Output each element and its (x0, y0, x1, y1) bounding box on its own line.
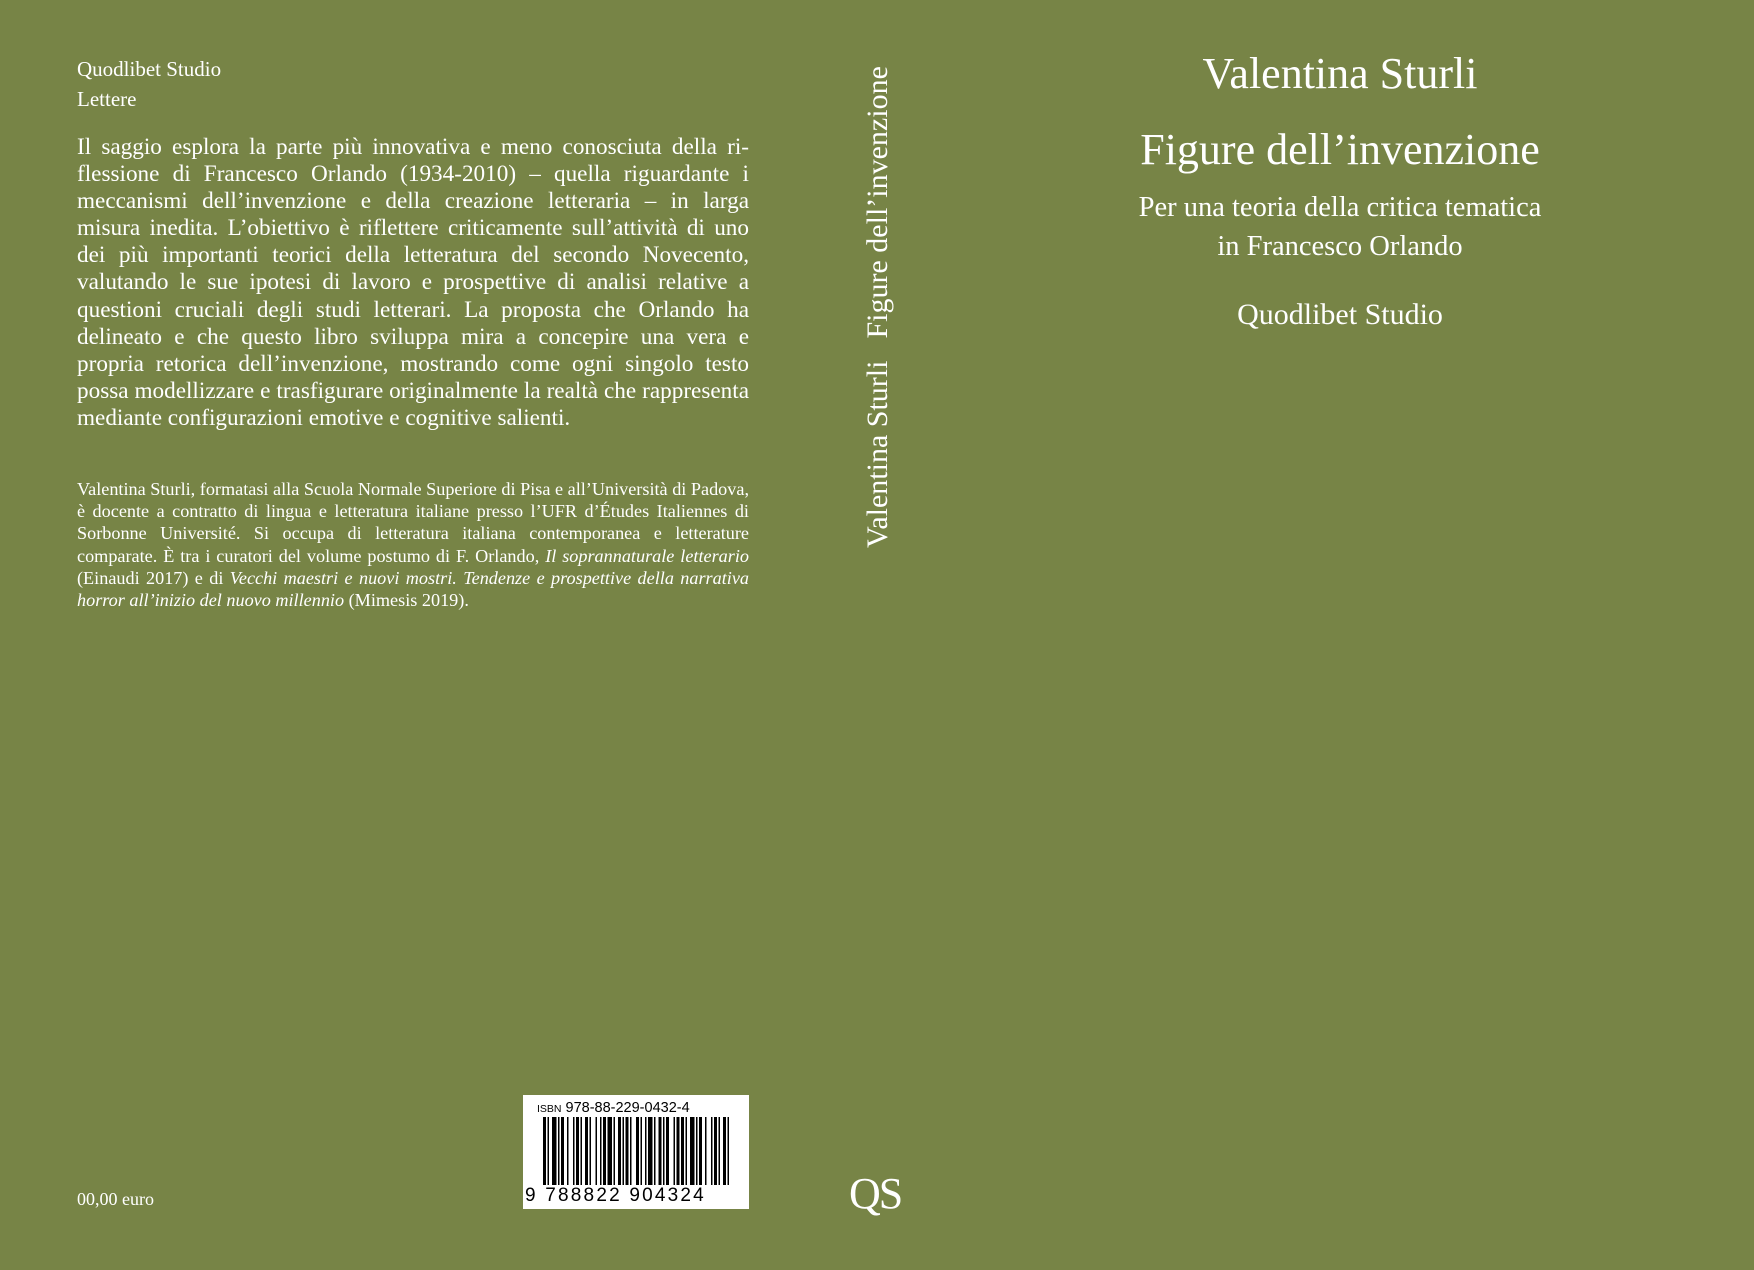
price: 00,00 euro (77, 1189, 154, 1209)
front-publisher: Quodlibet Studio (1237, 298, 1443, 331)
isbn-barcode (523, 1095, 749, 1209)
bio-text-1: Valentina Sturli, formatasi alla Scuola Normale Superiore di Pisa e all’Università di Padova, è docente a contratto di lingua e letteratura italiane presso l’UFR d’Études Italiennes di Sorbonne Université. Si occupa di letteratura italiana contemporanea e letterature comparate. È tra i curatori del volume postumo di F. Orlando, (77, 479, 749, 566)
bio-book-title-2: Vecchi maestri e nuovi mostri. Tendenze e prospettive della narrativa horror all’inizio del nuovo millennio (77, 567, 749, 611)
subtitle-line-1: Per una teoria della critica tematica (1138, 192, 1542, 223)
author-bio (77, 478, 749, 611)
series-info (77, 54, 221, 114)
spine-author: Valentina Sturli (861, 360, 894, 548)
series-name: Quodlibet Studio (77, 57, 222, 81)
bio-book-title-1: Il soprannaturale letterario (545, 545, 749, 566)
front-subtitle (1000, 188, 1680, 266)
bio-text-2: (Einaudi 2017) e di (77, 567, 230, 588)
bio-text-3: (Mimesis 2019). (344, 590, 469, 611)
ean-digits: 9 788822 904324 (525, 1185, 706, 1206)
front-title: Figure dell’invenzione (1140, 125, 1540, 174)
spine-title: Figure dell’invenzione (861, 66, 894, 339)
isbn-number: 978-88-229-0432-4 (565, 1100, 690, 1116)
publisher-logo: QS (849, 1169, 902, 1218)
spine-text (860, 58, 896, 548)
subtitle-line-2: in Francesco Orlando (1217, 231, 1463, 262)
back-blurb: Il saggio esplora la parte più innovativa e meno conosciuta della ri-flessione di Francesco Orlando (1934-2010) – quella riguardante i meccanismi dell’invenzione e della creazione letteraria – in larga misura inedita. L’obiettivo è riflettere criticamente sull’attività di uno dei più importanti teorici della letteratura del secondo Novecento, valutando le sue ipotesi di lavoro e prospettive di analisi relative a questioni cruciali degli studi letterari. La proposta che Orlando ha delineato e che questo libro sviluppa mira a concepire una vera e propria retorica dell’invenzione, mostrando come ogni singolo testo possa modellizzare e trasfigurare originalmente la realtà che rappresenta mediante configurazioni emotive e cognitive salienti. (77, 134, 749, 431)
front-author: Valentina Sturli (1202, 49, 1478, 98)
isbn-label: ISBN (537, 1103, 562, 1115)
series-section: Lettere (77, 87, 137, 111)
